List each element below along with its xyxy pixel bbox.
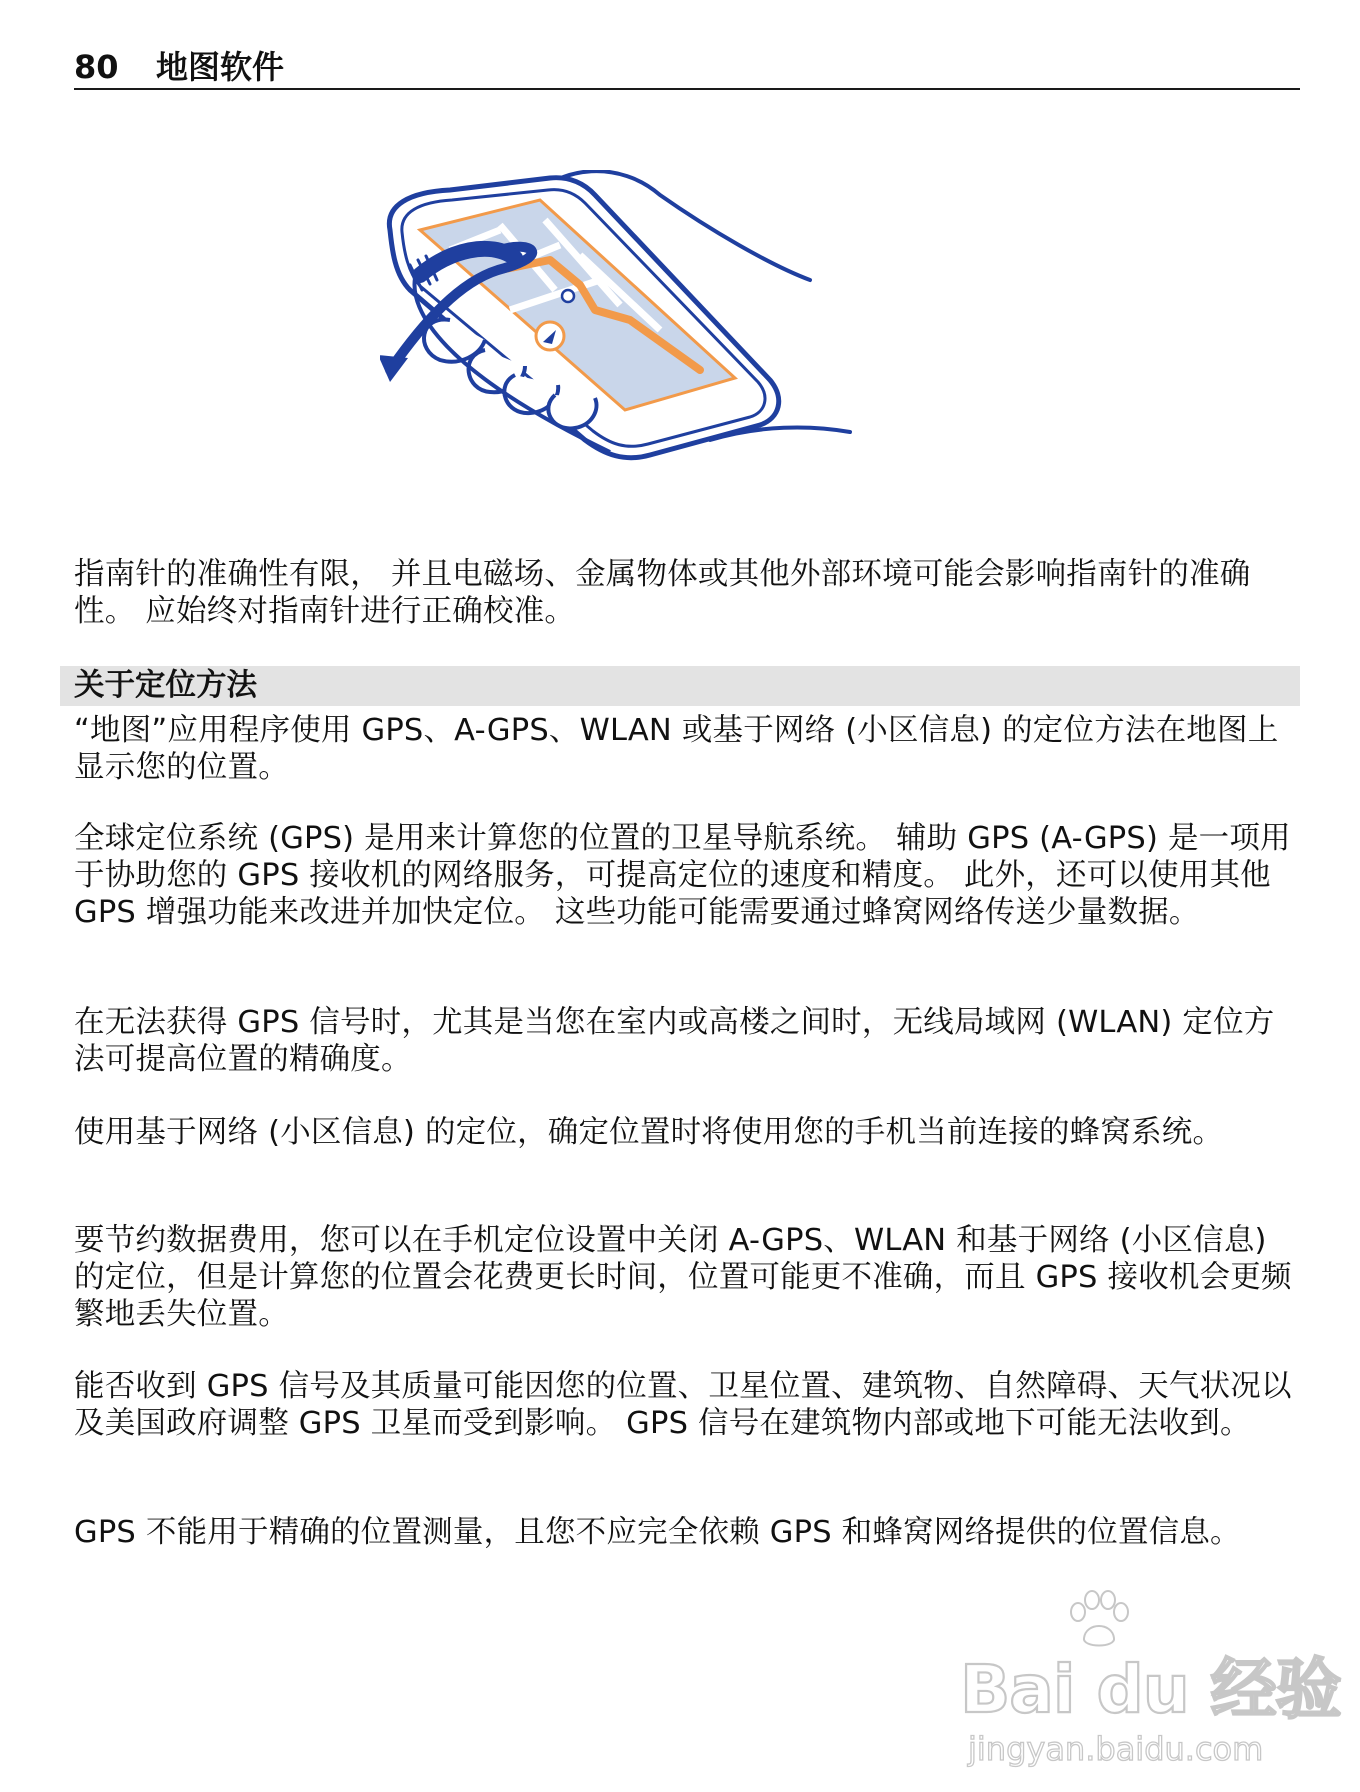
compass-accuracy-note: 指南针的准确性有限， 并且电磁场、金属物体或其他外部环境可能会影响指南针的准确性。 应始终对指南针进行正确校准。 (74, 557, 1251, 629)
paragraph-cell-id: 使用基于网络 (小区信息) 的定位，确定位置时将使用您的手机当前连接的蜂窝系统。 (74, 1115, 1224, 1150)
phone-compass-calibration-illustration (380, 170, 980, 520)
paragraph-disclaimer: GPS 不能用于精确的位置测量，且您不应完全依赖 GPS 和蜂窝网络提供的位置信息。 (74, 1515, 1241, 1550)
paragraph-gps-agps: 全球定位系统 (GPS) 是用来计算您的位置的卫星导航系统。 辅助 GPS (A-GPS) 是一项用于协助您的 GPS 接收机的网络服务，可提高定位的速度和精度。 此外，还可以使用其他 GPS 增强功能来改进并加快定位。 这些功能可能需要通过蜂窝网络传送少量数据。 (74, 821, 1291, 930)
paragraph-wlan: 在无法获得 GPS 信号时，尤其是当您在室内或高楼之间时，无线局域网 (WLAN) 定位方法可提高位置的精确度。 (74, 1005, 1275, 1077)
paragraph-signal-quality: 能否收到 GPS 信号及其质量可能因您的位置、卫星位置、建筑物、自然障碍、天气状况以及美国政府调整 GPS 卫星而受到影响。 GPS 信号在建筑物内部或地下可能无法收到。 (74, 1369, 1292, 1441)
page-number: 80 (74, 48, 119, 86)
watermark-brand: Bai du 经验 (960, 1651, 1341, 1728)
section-heading: 关于定位方法 (60, 666, 1300, 706)
running-header (74, 46, 1300, 90)
paragraph-data-costs: 要节约数据费用，您可以在手机定位设置中关闭 A-GPS、WLAN 和基于网络 (小区信息) 的定位，但是计算您的位置会花费更长时间，位置可能更不准确，而且 GPS 接收机会更频繁地丢失位置。 (74, 1223, 1292, 1332)
watermark (960, 1590, 1341, 1780)
chapter-title: 地图软件 (156, 48, 285, 86)
paragraph-maps-app: “地图”应用程序使用 GPS、A-GPS、WLAN 或基于网络 (小区信息) 的定位方法在地图上显示您的位置。 (74, 713, 1279, 785)
watermark-url: jingyan.baidu.com (968, 1730, 1264, 1768)
